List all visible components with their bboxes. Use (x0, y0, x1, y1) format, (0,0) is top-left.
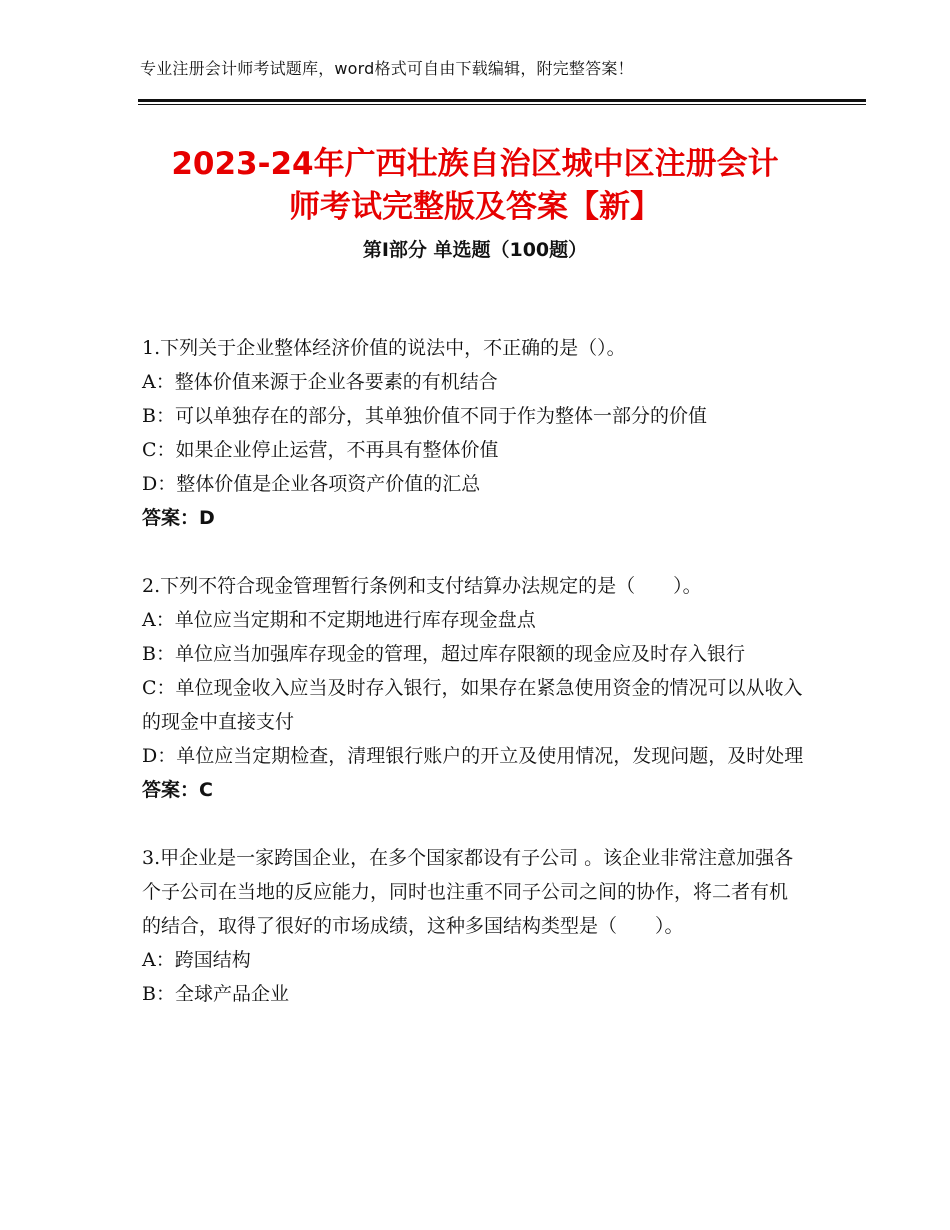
header-note: 专业注册会计师考试题库，word格式可自由下载编辑，附完整答案！ (140, 59, 634, 78)
option-b: B：全球产品企业 (142, 983, 289, 1005)
answer: 答案：D (142, 507, 215, 529)
question-1 (142, 331, 806, 535)
option-a: A：单位应当定期和不定期地进行库存现金盘点 (142, 609, 536, 631)
option-a: A：整体价值来源于企业各要素的有机结合 (142, 371, 498, 393)
question-stem: 3.甲企业是一家跨国企业，在多个国家都设有子公司 。该企业非常注意加强各个子公司在当地的反应能力，同时也注重不同子公司之间的协作，将二者有机的结合，取得了很好的市场成绩，这种多国结构类型是（ ）。 (142, 847, 794, 937)
title-line-1: 2023-24年广西壮族自治区城中区注册会计 (171, 146, 779, 182)
question-2 (142, 569, 806, 807)
header-rule-thick (138, 99, 866, 102)
option-c: C：如果企业停止运营，不再具有整体价值 (142, 439, 499, 461)
option-a: A：跨国结构 (142, 949, 251, 971)
option-b: B：可以单独存在的部分，其单独价值不同于作为整体一部分的价值 (142, 405, 707, 427)
question-3 (142, 841, 806, 1011)
answer: 答案：C (142, 779, 213, 801)
header-rule-thin (138, 104, 866, 105)
option-c: C：单位现金收入应当及时存入银行，如果存在紧急使用资金的情况可以从收入的现金中直接支付 (142, 677, 803, 733)
option-b: B：单位应当加强库存现金的管理，超过库存限额的现金应及时存入银行 (142, 643, 745, 665)
question-stem: 2.下列不符合现金管理暂行条例和支付结算办法规定的是（ ）。 (142, 575, 702, 597)
section-heading: 第Ⅰ部分 单选题（100题） (362, 239, 588, 261)
option-d: D：整体价值是企业各项资产价值的汇总 (142, 473, 481, 495)
option-d: D：单位应当定期检查，清理银行账户的开立及使用情况，发现问题，及时处理 (142, 745, 804, 767)
question-list (142, 331, 806, 1045)
question-stem: 1.下列关于企业整体经济价值的说法中，不正确的是（）。 (142, 337, 626, 359)
document-title (110, 143, 840, 229)
title-line-2: 师考试完整版及答案【新】 (289, 189, 661, 225)
